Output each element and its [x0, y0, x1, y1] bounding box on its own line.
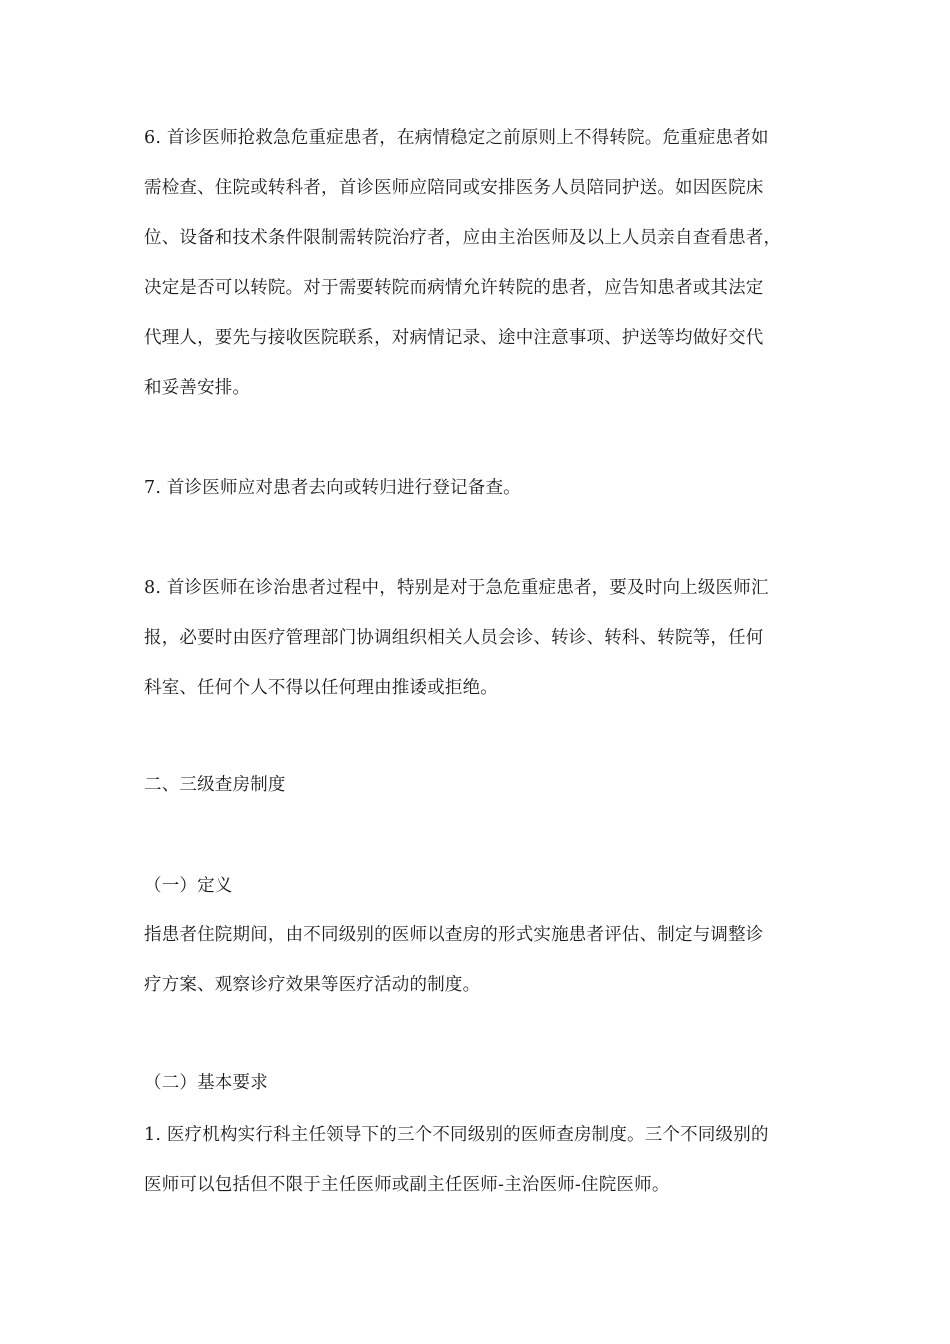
subsection-title: （一）定义	[144, 876, 233, 896]
paragraph-line: 医师可以包括但不限于主任医师或副主任医师-主治医师-住院医师。	[144, 1175, 670, 1195]
paragraph-line: 代理人，要先与接收医院联系，对病情记录、途中注意事项、护送等均做好交代	[144, 328, 764, 348]
paragraph-line: 疗方案、观察诊疗效果等医疗活动的制度。	[144, 975, 481, 995]
paragraph-7	[144, 463, 808, 513]
paragraph-line: 需检查、住院或转科者，首诊医师应陪同或安排医务人员陪同护送。如因医院床	[144, 178, 764, 198]
section-heading	[144, 760, 808, 810]
section-title: 二、三级查房制度	[144, 775, 286, 795]
paragraph-line: 报，必要时由医疗管理部门协调组织相关人员会诊、转诊、转科、转院等，任何	[144, 628, 764, 648]
paragraph-line: 指患者住院期间，由不同级别的医师以查房的形式实施患者评估、制定与调整诊	[144, 925, 764, 945]
paragraph-line: 位、设备和技术条件限制需转院治疗者，应由主治医师及以上人员亲自查看患者，	[144, 228, 782, 248]
paragraph-line: 8. 首诊医师在诊治患者过程中，特别是对于急危重症患者，要及时向上级医师汇	[144, 578, 769, 598]
definition-body	[144, 910, 808, 1010]
paragraph-8	[144, 563, 808, 713]
paragraph-line: 科室、任何个人不得以任何理由推诿或拒绝。	[144, 678, 498, 698]
paragraph-line: 决定是否可以转院。对于需要转院而病情允许转院的患者，应告知患者或其法定	[144, 278, 764, 298]
paragraph-6	[144, 113, 808, 413]
definition-heading	[144, 861, 808, 911]
requirement-1	[144, 1110, 808, 1210]
requirements-heading	[144, 1058, 808, 1108]
paragraph-line: 7. 首诊医师应对患者去向或转归进行登记备查。	[144, 478, 521, 498]
paragraph-line: 6. 首诊医师抢救急危重症患者，在病情稳定之前原则上不得转院。危重症患者如	[144, 128, 769, 148]
subsection-title: （二）基本要求	[144, 1073, 268, 1093]
paragraph-line: 1. 医疗机构实行科主任领导下的三个不同级别的医师查房制度。三个不同级别的	[144, 1125, 769, 1145]
paragraph-line: 和妥善安排。	[144, 378, 251, 398]
